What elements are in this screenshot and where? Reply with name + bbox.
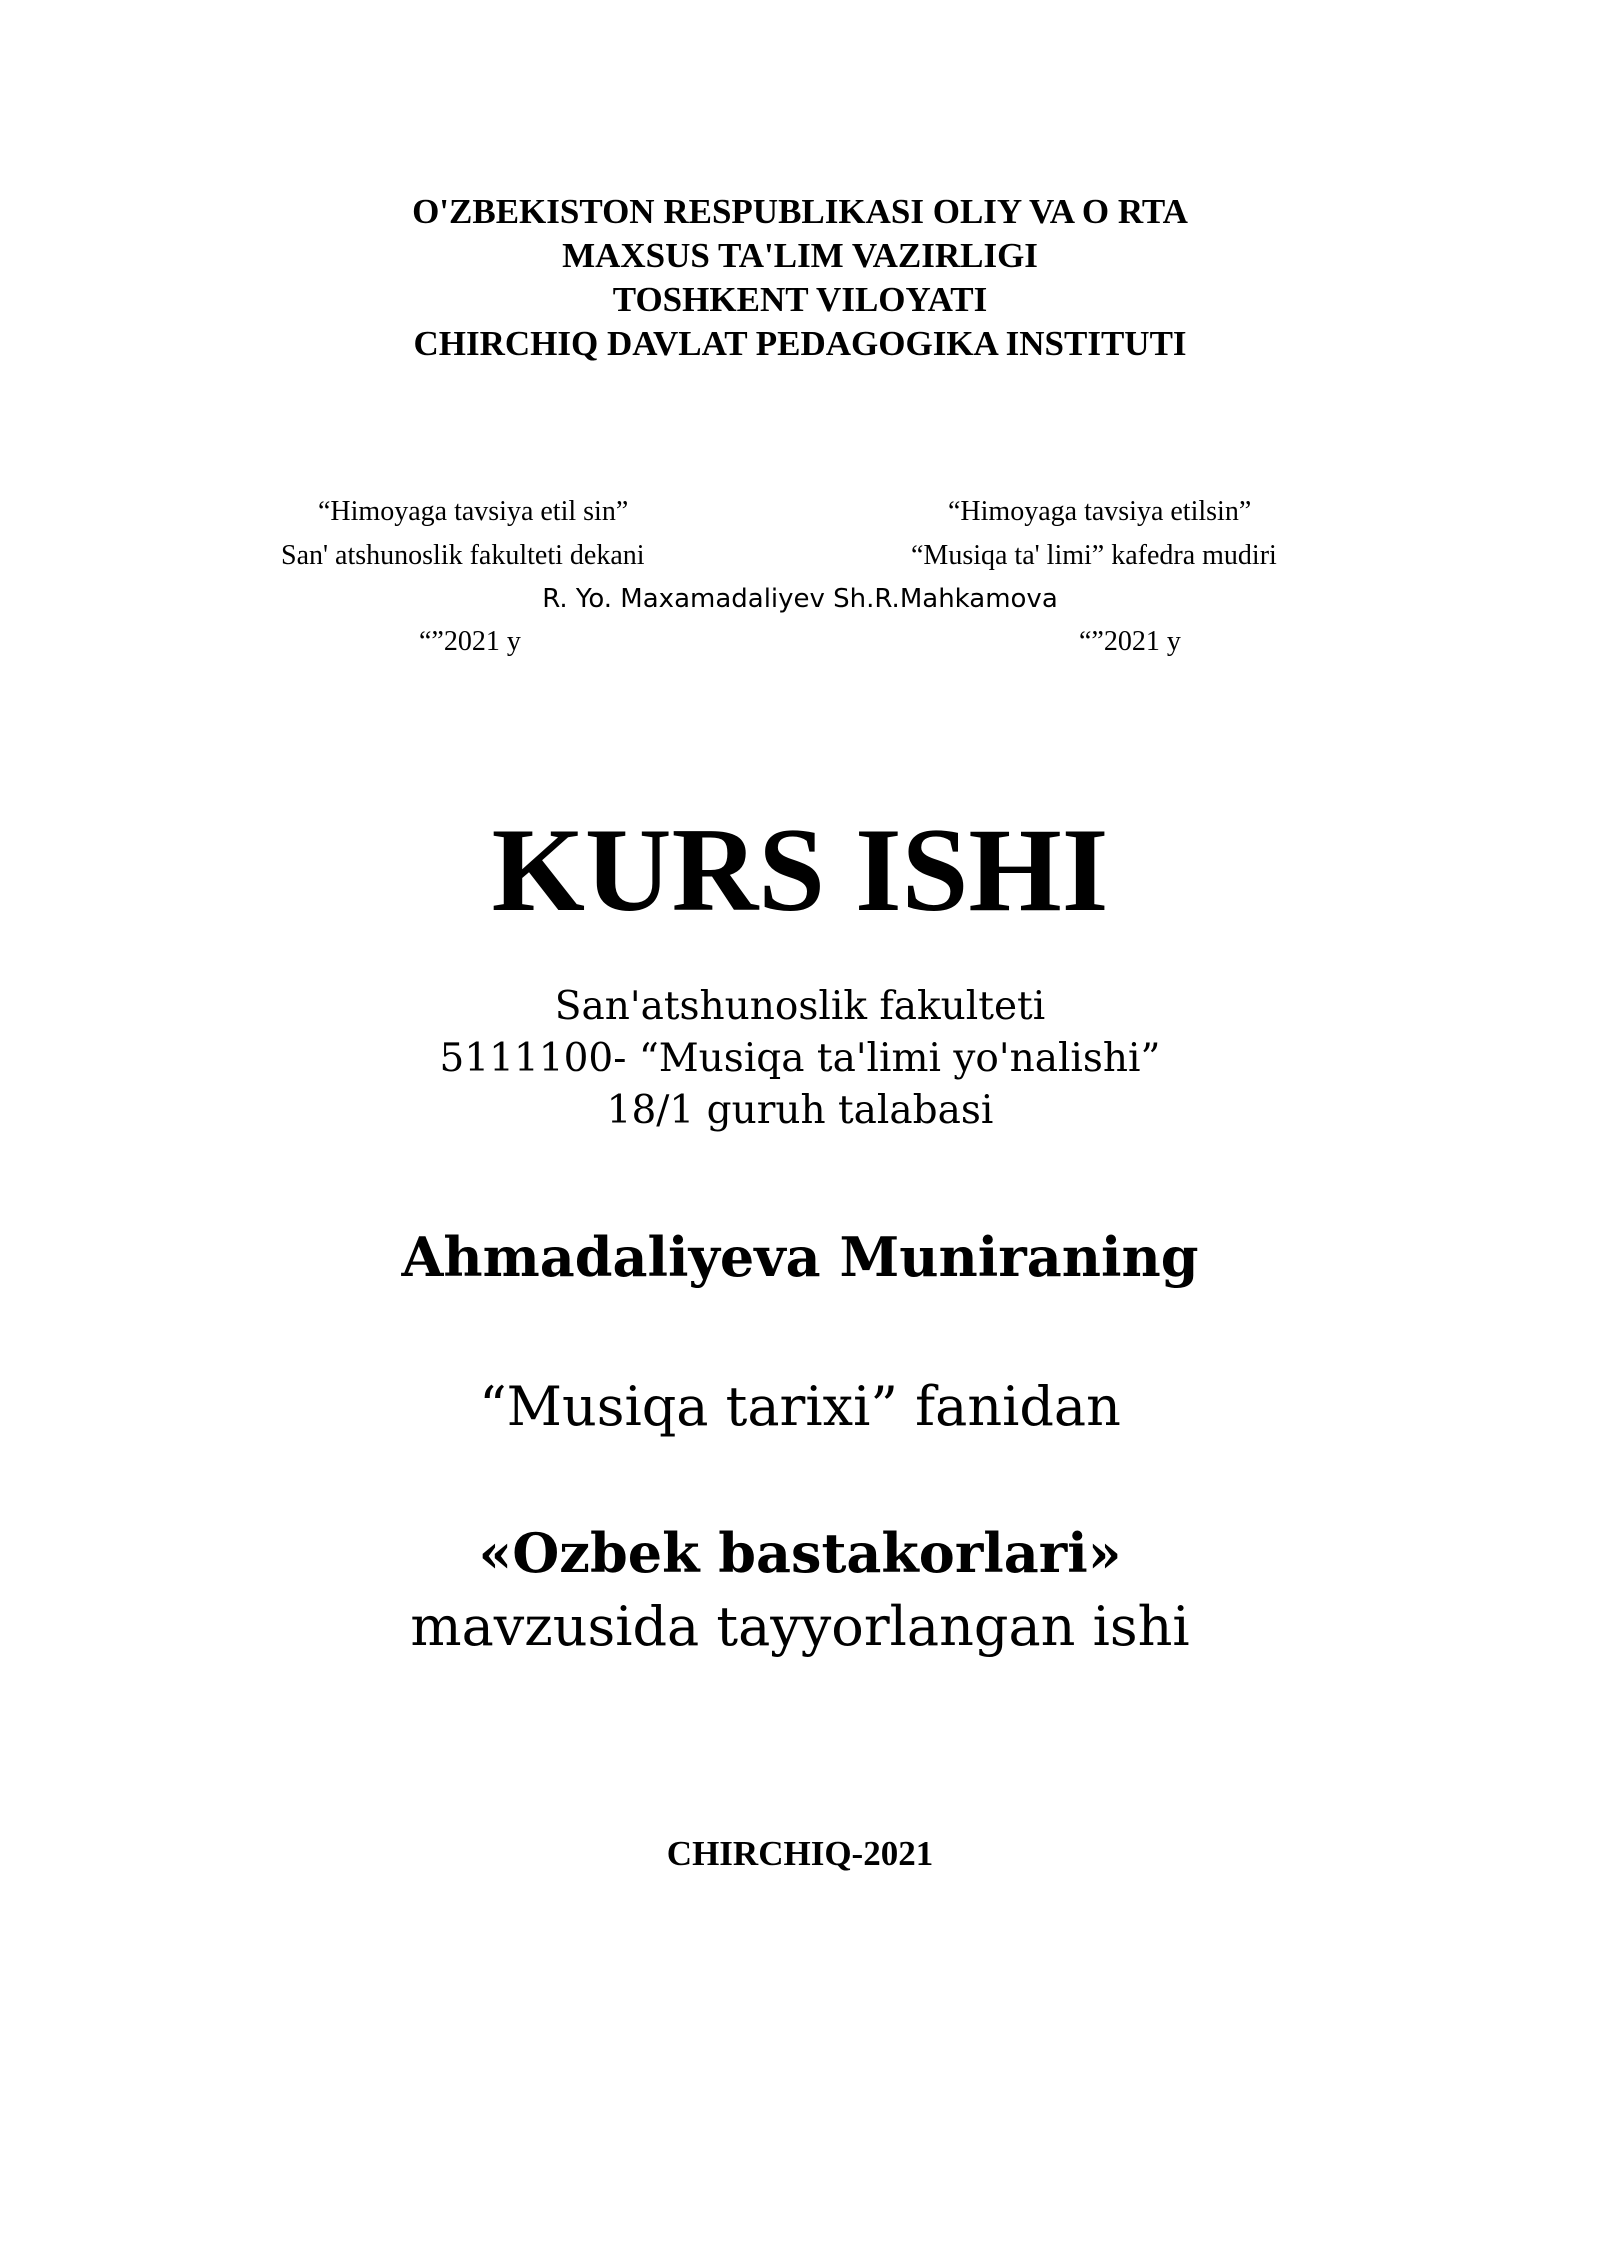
- ministry-line-4: CHIRCHIQ DAVLAT PEDAGOGIKA INSTITUTI: [413, 324, 1187, 363]
- document-title: KURS ISHI: [491, 803, 1109, 936]
- ministry-line-2: MAXSUS TA'LIM VAZIRLIGI: [562, 236, 1038, 275]
- topic-subtitle: mavzusida tayyorlangan ishi: [410, 1595, 1190, 1658]
- ministry-header: [0, 190, 1600, 366]
- faculty-line-1: San'atshunoslik fakulteti: [554, 984, 1046, 1029]
- faculty-line-2: 5111100- “Musiqa ta'limi yo'nalishi”: [439, 1036, 1161, 1081]
- faculty-line-3: 18/1 guruh talabasi: [606, 1088, 994, 1133]
- faculty-info: [0, 981, 1600, 1137]
- ministry-line-1: O'ZBEKISTON RESPUBLIKASI OLIY VA O RTA: [412, 192, 1188, 231]
- student-name: Ahmadaliyeva Muniraning: [401, 1225, 1199, 1289]
- ministry-line-3: TOSHKENT VILOYATI: [612, 280, 988, 319]
- left-date-text: “”2021 y: [419, 626, 521, 657]
- right-date-text: “”2021 y: [1079, 626, 1181, 657]
- left-position-text: San' atshunoslik fakulteti dekani: [281, 540, 645, 571]
- right-recommend-text: “Himoyaga tavsiya etilsin”: [948, 496, 1252, 527]
- signatory-names: R. Yo. Maxamadaliyev Sh.R.Mahkamova: [542, 584, 1058, 614]
- right-position-text: “Musiqa ta' limi” kafedra mudiri: [911, 540, 1277, 571]
- left-recommend-text: “Himoyaga tavsiya etil sin”: [318, 496, 629, 527]
- topic-title: «Ozbek bastakorlari»: [478, 1521, 1122, 1585]
- subject-text: “Musiqa tarixi” fanidan: [479, 1375, 1121, 1438]
- city-year: CHIRCHIQ-2021: [666, 1834, 934, 1873]
